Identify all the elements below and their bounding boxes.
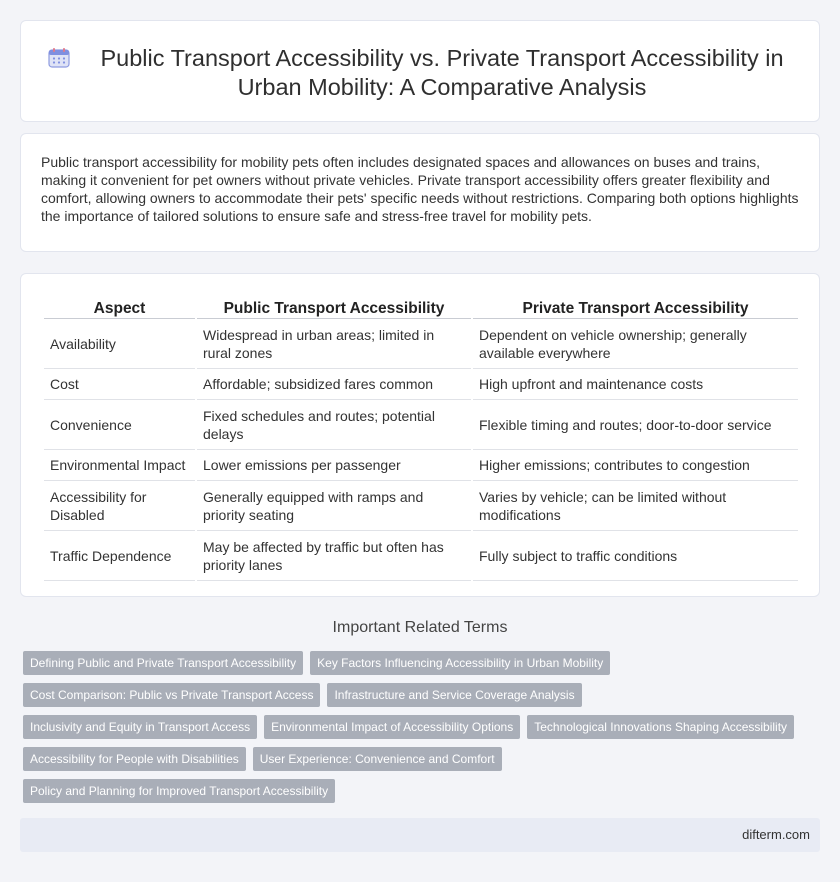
cell-private: Dependent on vehicle ownership; generally available everywhere bbox=[473, 319, 798, 369]
related-term-tag[interactable]: Policy and Planning for Improved Transport Accessibility bbox=[23, 779, 335, 803]
related-term-tag[interactable]: Infrastructure and Service Coverage Analysis bbox=[327, 683, 581, 707]
comparison-table bbox=[42, 297, 800, 581]
cell-aspect: Availability bbox=[44, 319, 195, 369]
cell-private: High upfront and maintenance costs bbox=[473, 369, 798, 400]
related-term-tag[interactable]: Cost Comparison: Public vs Private Transport Access bbox=[23, 683, 320, 707]
cell-aspect: Cost bbox=[44, 369, 195, 400]
cell-private: Fully subject to traffic conditions bbox=[473, 531, 798, 581]
table-row bbox=[44, 400, 798, 450]
related-term-tag[interactable]: Technological Innovations Shaping Accessibility bbox=[527, 715, 794, 739]
calendar-icon bbox=[48, 48, 70, 68]
table-row bbox=[44, 531, 798, 581]
related-term-tag[interactable]: Defining Public and Private Transport Accessibility bbox=[23, 651, 303, 675]
cell-aspect: Accessibility for Disabled bbox=[44, 481, 195, 531]
table-row bbox=[44, 450, 798, 481]
related-terms-list bbox=[23, 651, 823, 811]
cell-public: Lower emissions per passenger bbox=[197, 450, 471, 481]
cell-aspect: Traffic Dependence bbox=[44, 531, 195, 581]
intro-paragraph: Public transport accessibility for mobility pets often includes designated spaces and allowances on buses and trains, making it convenient for pet owners without private vehicles. Private transport accessibility offers greater flexibility and comfort, allowing owners to accommodate their pets' specific needs without restrictions. Comparing both options highlights the importance of tailored solutions to ensure safe and stress-free travel for mobility pets. bbox=[41, 154, 799, 224]
table-header-row bbox=[44, 297, 798, 319]
cell-public: Affordable; subsidized fares common bbox=[197, 369, 471, 400]
header-private: Private Transport Accessibility bbox=[473, 297, 798, 319]
intro-card bbox=[20, 133, 820, 252]
cell-private: Higher emissions; contributes to congestion bbox=[473, 450, 798, 481]
cell-public: Widespread in urban areas; limited in rural zones bbox=[197, 319, 471, 369]
header-aspect: Aspect bbox=[44, 297, 195, 319]
cell-aspect: Convenience bbox=[44, 400, 195, 450]
related-term-tag[interactable]: Environmental Impact of Accessibility Options bbox=[264, 715, 520, 739]
related-term-tag[interactable]: Accessibility for People with Disabilities bbox=[23, 747, 246, 771]
table-row bbox=[44, 319, 798, 369]
footer bbox=[20, 818, 820, 852]
related-term-tag[interactable]: User Experience: Convenience and Comfort bbox=[253, 747, 502, 771]
related-term-tag[interactable]: Key Factors Influencing Accessibility in Urban Mobility bbox=[310, 651, 610, 675]
related-term-tag[interactable]: Inclusivity and Equity in Transport Access bbox=[23, 715, 257, 739]
title-card bbox=[20, 20, 820, 122]
cell-aspect: Environmental Impact bbox=[44, 450, 195, 481]
cell-private: Varies by vehicle; can be limited without modifications bbox=[473, 481, 798, 531]
cell-public: Fixed schedules and routes; potential delays bbox=[197, 400, 471, 450]
comparison-table-card bbox=[20, 273, 820, 597]
site-name[interactable]: difterm.com bbox=[742, 827, 810, 842]
cell-public: May be affected by traffic but often has priority lanes bbox=[197, 531, 471, 581]
table-row bbox=[44, 369, 798, 400]
cell-public: Generally equipped with ramps and priority seating bbox=[197, 481, 471, 531]
cell-private: Flexible timing and routes; door-to-door service bbox=[473, 400, 798, 450]
header-public: Public Transport Accessibility bbox=[197, 297, 471, 319]
page-title: Public Transport Accessibility vs. Private Transport Accessibility in Urban Mobility: A Comparative Analysis bbox=[100, 45, 784, 100]
table-row bbox=[44, 481, 798, 531]
related-terms-title: Important Related Terms bbox=[332, 619, 508, 636]
